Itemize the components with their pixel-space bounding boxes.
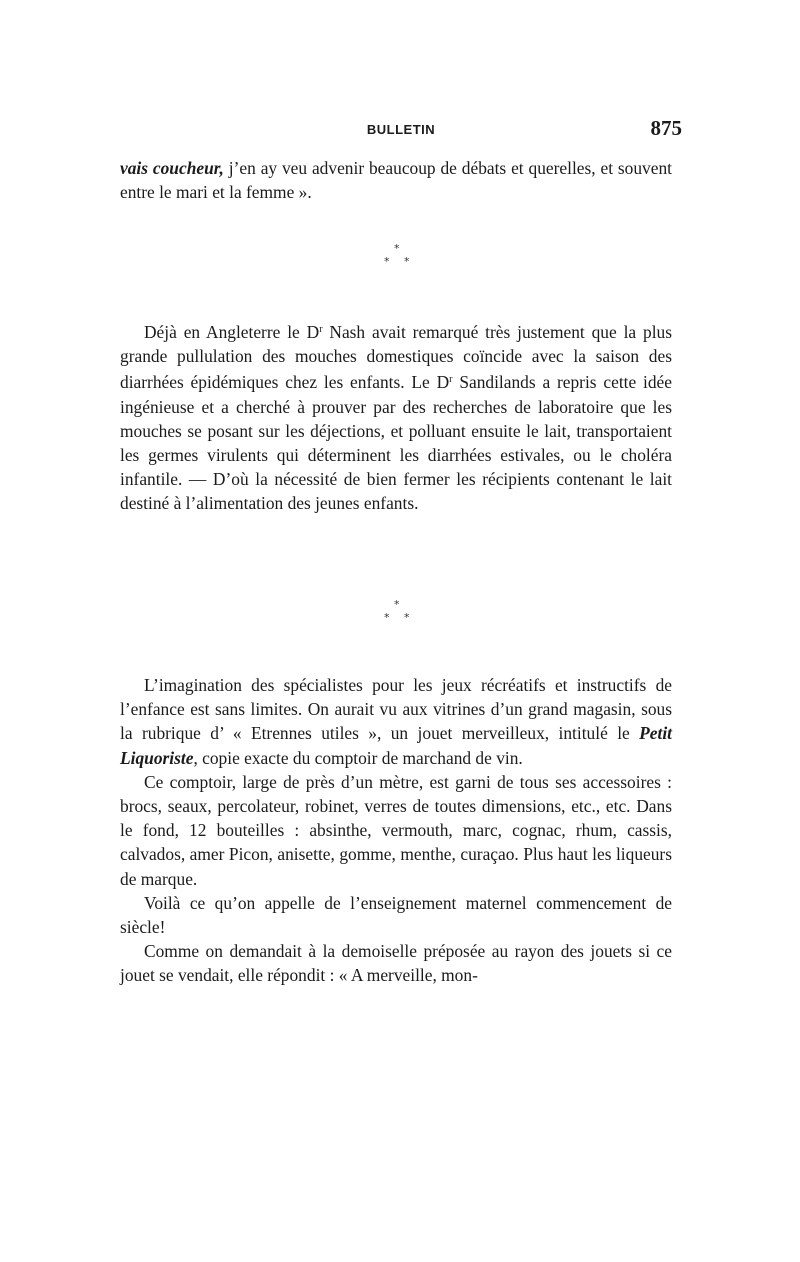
running-title: BULLETIN bbox=[366, 122, 436, 137]
paragraph-text: Nash avait remarqué très justement que la plus grande pullulation des mouches domestiques coïncide avec la saison des diarrhées épidémiques chez les enfants. Le D bbox=[120, 322, 672, 393]
paragraph-text: L’imagination des spécialistes pour les jeux récréatifs et instructifs de l’enfance est sans limites. On aurait vu aux vitrines d’un grand magasin, sous la rubrique d’ « Etrennes utiles », un jouet merveilleux, intitulé le bbox=[120, 675, 672, 744]
paragraph-text: , copie exacte du comptoir de marchand de vin. bbox=[193, 747, 523, 768]
asterisk-mark: * bbox=[384, 255, 390, 268]
asterisk-mark: * bbox=[404, 255, 410, 268]
asterism-separator bbox=[372, 598, 428, 628]
superscript: r bbox=[319, 324, 323, 335]
paragraph-text: j’en ay veu advenir beaucoup de débats et querelles, et souvent entre le mari et la femme ». bbox=[120, 158, 673, 203]
asterisk-mark: * bbox=[404, 611, 410, 624]
paragraph-imagination bbox=[120, 673, 672, 770]
superscript: r bbox=[449, 374, 453, 386]
page-header bbox=[120, 116, 682, 142]
asterisk-mark: * bbox=[384, 611, 390, 624]
paragraph-seller: Comme on demandait à la demoiselle préposée au rayon des jouets si ce jouet se vendait, elle répondit : « A merveille, mon- bbox=[120, 941, 672, 986]
paragraph-text: Sandilands a repris cette idée ingénieuse et a cherché à prouver par des recherches de laboratoire que les mouches se posant sur les déjections, et polluant ensuite le lait, transportaient les germes virulents qui déterminent les diarrhées estivales, ou le choléra infantile. — D’où la nécessité de bien fermer les récipients contenant le lait destiné à l’alimentation des jeunes enfants. bbox=[120, 372, 672, 514]
page-number: 875 bbox=[650, 116, 682, 140]
paragraph-counter: Ce comptoir, large de près d’un mètre, est garni de tous ses accessoires : brocs, seaux, percolateur, robinet, verres de toutes dimensions, etc., etc. Dans le fond, 12 bouteilles : absinthe, vermouth, marc, cognac, rhum, cassis, calvados, amer Picon, anisette, gomme, menthe, curaçao. Plus haut les liqueurs de marque. bbox=[120, 771, 672, 889]
italic-phrase: vais coucheur, bbox=[120, 158, 224, 178]
paragraphs-toy bbox=[120, 673, 672, 988]
italic-title: Petit Liquoriste bbox=[120, 723, 672, 768]
asterisk-mark: * bbox=[394, 242, 400, 255]
paragraph-teaching: Voilà ce qu’on appelle de l’enseignement maternel commencement de siècle! bbox=[120, 892, 672, 938]
paragraph-flies bbox=[120, 318, 672, 516]
paragraph-text: Déjà en Angleterre le D bbox=[144, 322, 320, 342]
asterism-separator bbox=[372, 242, 428, 272]
paragraph-continuation bbox=[120, 156, 672, 204]
asterisk-mark: * bbox=[394, 598, 400, 611]
